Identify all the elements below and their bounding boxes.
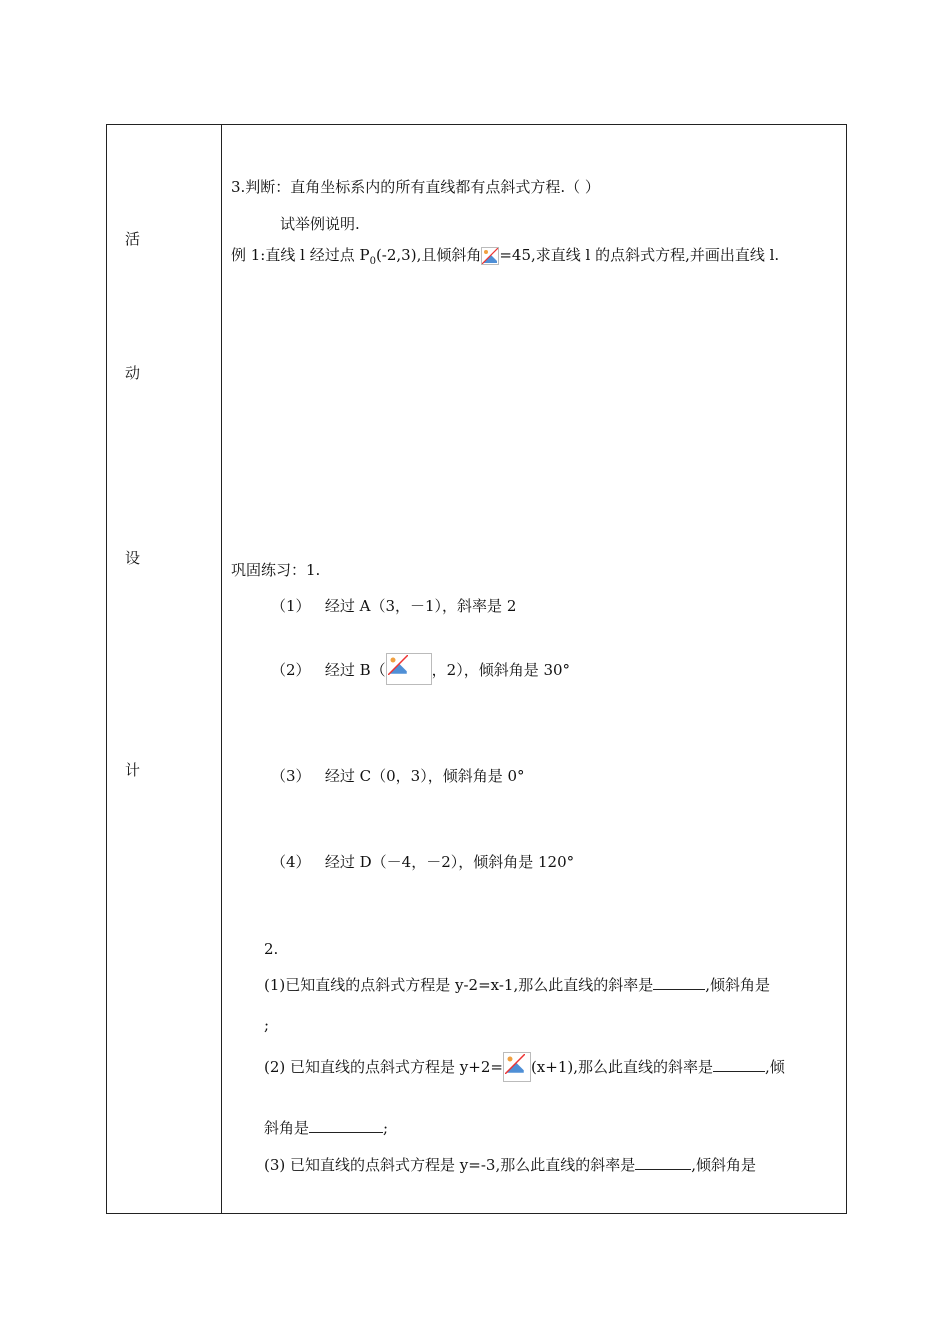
practice-item-3-text: 经过 C（0，3），倾斜角是 0° <box>324 767 525 785</box>
practice-item-2-text-b: ，2），倾斜角是 30° <box>431 661 571 679</box>
q2-item1-text-b: ,倾斜角是 <box>705 976 771 994</box>
answer-blank <box>653 975 705 990</box>
question-2-item-2 <box>264 1054 785 1082</box>
q2-item1-text-a: (1)已知直线的点斜式方程是 y-2=x-1,那么此直线的斜率是 <box>264 976 654 994</box>
image-placeholder-icon <box>386 653 432 685</box>
answer-blank <box>635 1155 691 1170</box>
example-1-text-b: (-2,3),且倾斜角 <box>375 246 482 264</box>
example-1-subscript: 0 <box>369 256 376 267</box>
q2-item2-text-c: ,倾 <box>765 1058 785 1076</box>
column-divider <box>221 124 222 1214</box>
question-2-item-1 <box>264 975 770 995</box>
practice-item-4 <box>271 852 574 872</box>
side-label-1: 活 <box>125 230 141 248</box>
side-label-4: 计 <box>125 761 141 779</box>
practice-item-4-num: （4） <box>271 853 311 871</box>
q2-item3-text-a: (3) 已知直线的点斜式方程是 y=-3,那么此直线的斜率是 <box>264 1156 636 1174</box>
practice-item-4-text: 经过 D（－4，－2），倾斜角是 120° <box>324 853 575 871</box>
example-1 <box>231 245 779 272</box>
practice-item-3 <box>271 766 525 786</box>
q2-item2-text-a: (2) 已知直线的点斜式方程是 y+2= <box>264 1058 503 1076</box>
practice-item-3-num: （3） <box>271 767 311 785</box>
question-2-item-2-cont <box>264 1118 388 1138</box>
q2-item2-text-d: 斜角是 <box>264 1119 310 1137</box>
question-2-num: 2. <box>264 940 279 958</box>
practice-title: 巩固练习：1. <box>231 561 321 579</box>
q2-item1-end: ; <box>264 1016 270 1034</box>
question-3-sub: 试举例说明. <box>280 215 360 233</box>
question-2-item-3 <box>264 1155 756 1175</box>
practice-item-1-num: （1） <box>271 597 311 615</box>
example-1-text-c: =45,求直线 l 的点斜式方程,并画出直线 l. <box>499 246 780 264</box>
practice-item-1-text: 经过 A（3，－1），斜率是 2 <box>324 597 517 615</box>
practice-item-2 <box>271 657 570 685</box>
image-placeholder-icon <box>481 247 499 265</box>
q2-item2-text-e: ; <box>383 1119 389 1137</box>
practice-item-2-text-a: 经过 B（ <box>324 661 386 679</box>
practice-item-1 <box>271 596 516 616</box>
answer-blank <box>713 1057 765 1072</box>
practice-item-2-num: （2） <box>271 661 311 679</box>
side-label-3: 设 <box>125 549 141 567</box>
q2-item3-text-b: ,倾斜角是 <box>691 1156 756 1174</box>
example-1-text-a: 例 1:直线 l 经过点 P <box>231 246 370 264</box>
question-3: 3.判断：直角坐标系内的所有直线都有点斜式方程.（ ） <box>231 178 600 196</box>
side-label-2: 动 <box>125 364 141 382</box>
answer-blank <box>309 1118 383 1133</box>
image-placeholder-icon <box>503 1052 531 1082</box>
q2-item2-text-b: (x+1),那么此直线的斜率是 <box>530 1058 713 1076</box>
